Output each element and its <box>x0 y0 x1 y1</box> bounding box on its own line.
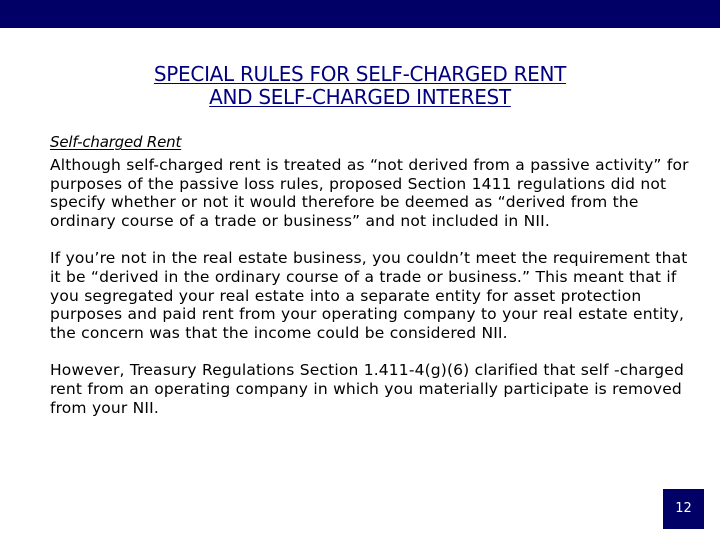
slide-title-line-1: SPECIAL RULES FOR SELF-CHARGED RENT <box>153 62 567 86</box>
paragraph-2: If you’re not in the real estate business, you couldn’t meet the requirement that it be “derived in the ordinary course of a trade or business.” This meant that if you segregated your real estate into a separate entity for asset protection purposes and paid rent from your operating company to your real estate entity, the concern was that the income could be considered NII. <box>50 249 688 342</box>
top-accent-bar <box>0 0 720 28</box>
slide-body <box>50 132 690 436</box>
page-number-badge: 12 <box>663 489 704 529</box>
slide-title <box>60 63 660 109</box>
slide-title-line-2: AND SELF-CHARGED INTEREST <box>209 85 511 109</box>
paragraph-1: Although self-charged rent is treated as “not derived from a passive activity” for purposes of the passive loss rules, proposed Section 1411 regulations did not specify whether or not it would therefore be deemed as “derived from the ordinary course of a trade or business” and not included in NII. <box>50 156 689 230</box>
section-heading: Self-charged Rent <box>50 133 182 151</box>
paragraph-3: However, Treasury Regulations Section 1.411-4(g)(6) clarified that self -charged rent from an operating company in which you materially participate is removed from your NII. <box>50 361 684 417</box>
